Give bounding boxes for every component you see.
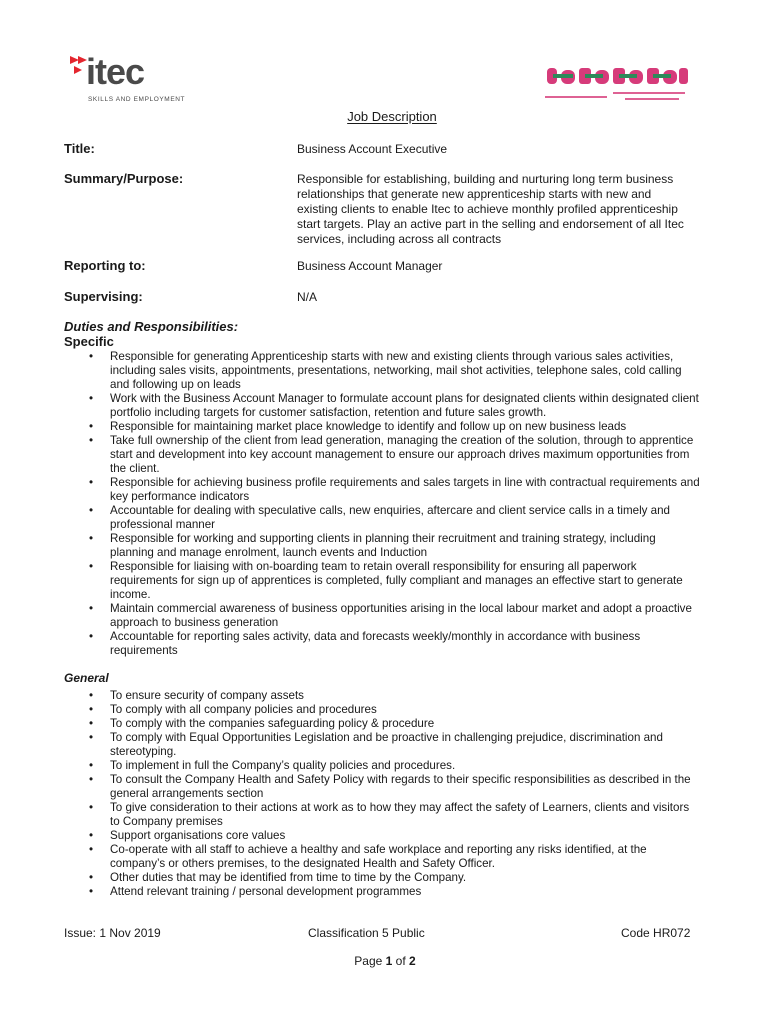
duty-list-item: [86, 350, 701, 392]
duty-list-item: [86, 420, 701, 434]
page-number: Page 1 of 2: [354, 954, 416, 968]
duty-list-item: [86, 689, 701, 703]
general-heading: General: [64, 671, 109, 685]
title-value: Business Account Executive: [297, 142, 448, 156]
duty-list-item: [86, 843, 701, 871]
duty-list-item: [86, 602, 701, 630]
logo-tagline: SKILLS AND EMPLOYMENT: [88, 96, 186, 103]
footer-issue: Issue: 1 Nov 2019: [64, 926, 161, 940]
duty-list-item: [86, 731, 701, 759]
bullet-icon: •: [88, 476, 94, 489]
duty-list-item: [86, 759, 701, 773]
specific-duties-list: [86, 350, 701, 658]
itec-logo: [70, 51, 200, 108]
duty-list-item: [86, 504, 701, 532]
bullet-icon: •: [88, 392, 94, 405]
summary-label: Summary/Purpose:: [64, 171, 184, 186]
duty-text: Maintain commercial awareness of business opportunities arising in the local labour market and adopt a proactive approach to business generation: [110, 602, 692, 629]
logo-wordmark: itec: [86, 51, 145, 92]
bullet-icon: •: [88, 602, 94, 615]
general-duties-list: [86, 689, 701, 899]
duty-list-item: [86, 392, 701, 420]
duty-text: Co-operate with all staff to achieve a healthy and safe workplace and reporting any risks identified, at the company’s or others premises, to the designated Health and Safety Officer.: [110, 843, 647, 870]
title-label: Title:: [64, 141, 95, 156]
duty-text: Other duties that may be identified from time to time by the Company.: [110, 871, 467, 884]
supervising-value: N/A: [297, 290, 318, 304]
footer-classification: Classification 5 Public: [308, 926, 425, 940]
reporting-value: Business Account Manager: [297, 259, 443, 273]
duty-list-item: [86, 717, 701, 731]
duty-text: Accountable for reporting sales activity, data and forecasts weekly/monthly in accordance with business requirements: [110, 630, 641, 657]
bullet-icon: •: [88, 717, 94, 730]
bullet-icon: •: [88, 773, 94, 786]
duty-list-item: [86, 885, 701, 899]
duty-text: To comply with Equal Opportunities Legislation and be proactive in challenging prejudice, discrimination and stereotyping.: [110, 731, 663, 758]
bullet-icon: •: [88, 801, 94, 814]
duty-text: Take full ownership of the client from lead generation, managing the creation of the solution, through to apprentice start and development into key account management to ensure our approach drives maximum opportunities from the client.: [110, 434, 694, 475]
duty-text: Responsible for liaising with on-boarding team to retain overall responsibility for ensuring all paperwork requirements for sign up of apprentices is completed, fully compliant and manages an effective start to generate income.: [110, 560, 683, 601]
duty-list-item: [86, 829, 701, 843]
bullet-icon: •: [88, 731, 94, 744]
duty-text: To consult the Company Health and Safety Policy with regards to their specific responsibilities as described in the general arrangements section: [110, 773, 691, 800]
bullet-icon: •: [88, 434, 94, 447]
document-title: Job Description: [347, 109, 437, 124]
bullet-icon: •: [88, 871, 94, 884]
duty-text: Responsible for working and supporting clients in planning their recruitment and training strategy, including planning and manage enrolment, launch events and Induction: [110, 532, 656, 559]
bullet-icon: •: [88, 703, 94, 716]
specific-heading: Specific: [64, 334, 114, 349]
bullet-icon: •: [88, 689, 94, 702]
duty-text: Responsible for maintaining market place knowledge to identify and follow up on new business leads: [110, 420, 627, 433]
bullet-icon: •: [88, 843, 94, 856]
duty-text: Accountable for dealing with speculative calls, new enquiries, aftercare and client service calls in a timely and professional manner: [110, 504, 671, 531]
duty-list-item: [86, 630, 701, 658]
duty-text: Responsible for generating Apprenticeship starts with new and existing clients through various sales activities, including sales visits, appointments, presentations, networking, mail shot activities, telephone sales, cold calling and following up on leads: [110, 350, 682, 391]
duty-text: Attend relevant training / personal development programmes: [110, 885, 422, 898]
reporting-label: Reporting to:: [64, 258, 146, 273]
bullet-icon: •: [88, 630, 94, 643]
duty-text: To give consideration to their actions at work as to how they may affect the safety of Learners, clients and visitors to Company premises: [110, 801, 690, 828]
bullet-icon: •: [88, 504, 94, 517]
bullet-icon: •: [88, 420, 94, 433]
bullet-icon: •: [88, 885, 94, 898]
duty-list-item: [86, 560, 701, 602]
duty-text: Responsible for achieving business profile requirements and sales targets in line with contractual requirements and key performance indicators: [110, 476, 700, 503]
duty-list-item: [86, 801, 701, 829]
duties-heading: Duties and Responsibilities:: [64, 319, 239, 334]
duty-list-item: [86, 434, 701, 476]
duty-list-item: [86, 476, 701, 504]
accreditation-logo: [545, 64, 691, 106]
duty-text: Work with the Business Account Manager to formulate account plans for designated clients within designated client portfolio including targets for customer satisfaction, retention and future sales growth.: [110, 392, 699, 419]
supervising-label: Supervising:: [64, 289, 143, 304]
bullet-icon: •: [88, 350, 94, 363]
duty-text: To comply with the companies safeguarding policy & procedure: [110, 717, 435, 730]
duty-text: To implement in full the Company’s quality policies and procedures.: [110, 759, 456, 772]
footer-code: Code HR072: [621, 926, 691, 940]
duty-list-item: [86, 773, 701, 801]
duty-list-item: [86, 532, 701, 560]
bullet-icon: •: [88, 560, 94, 573]
duty-text: To ensure security of company assets: [110, 689, 304, 702]
summary-value: Responsible for establishing, building and nurturing long term business relationships that generate new apprenticeship starts with new and existing clients to enable Itec to achieve monthly profiled apprenticeship start targets. Play an active part in the selling and endorsement of all Itec services, including across all contracts: [297, 172, 684, 246]
duty-list-item: [86, 703, 701, 717]
bullet-icon: •: [88, 759, 94, 772]
bullet-icon: •: [88, 532, 94, 545]
duty-text: Support organisations core values: [110, 829, 286, 842]
duty-text: To comply with all company policies and procedures: [110, 703, 377, 716]
duty-list-item: [86, 871, 701, 885]
bullet-icon: •: [88, 829, 94, 842]
